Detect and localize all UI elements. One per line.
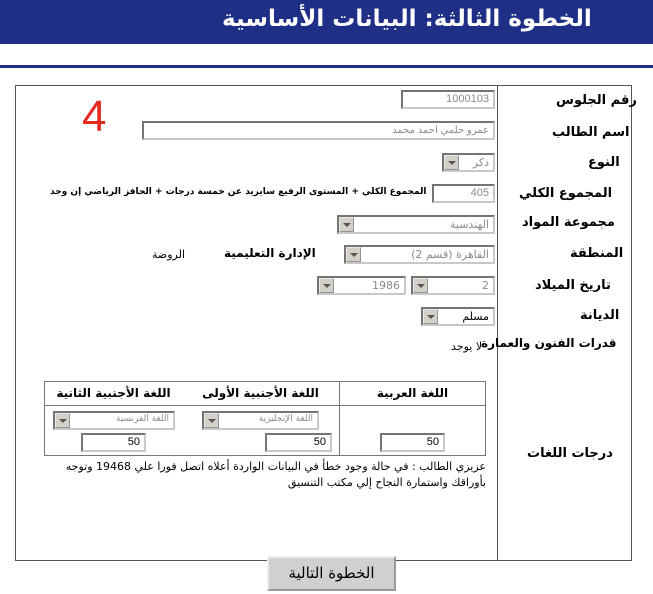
chevron-down-icon [417, 284, 425, 288]
second-foreign-grade-input[interactable]: 50 [81, 433, 146, 452]
total-score-note: المجموع الكلي + المستوى الرفيع سايزيد عن خمسة درجات + الحافز الرياضي إن وجد [50, 187, 427, 197]
region-label: المنطقة [570, 246, 624, 261]
first-foreign-value: اللغة الإنجليزية [258, 414, 313, 424]
religion-value: مسلم [462, 310, 489, 323]
first-foreign-header: اللغة الأجنبية الأولى [182, 382, 339, 406]
first-foreign-dropdown-button[interactable] [204, 413, 219, 428]
gender-dropdown-button[interactable] [444, 155, 459, 170]
second-foreign-dropdown-button[interactable] [55, 413, 70, 428]
religion-select[interactable] [421, 307, 495, 326]
arabic-header: اللغة العربية [340, 382, 485, 406]
student-name-field: عمرو حلمي احمد محمد [142, 121, 495, 140]
chevron-down-icon [350, 253, 358, 257]
region-select[interactable] [344, 245, 495, 264]
birth-day-dropdown-button[interactable] [413, 278, 428, 293]
chevron-down-icon [343, 223, 351, 227]
subject-group-value: الهندسية [449, 218, 489, 231]
subject-group-dropdown-button[interactable] [339, 217, 354, 232]
birth-day-select[interactable] [411, 276, 495, 295]
gender-value: ذكر [472, 156, 489, 169]
gender-select[interactable] [442, 153, 495, 172]
language-grades-label: درجات اللغات [527, 446, 613, 461]
educational-admin-label: الإدارة التعليمية [224, 246, 316, 260]
languages-table [44, 381, 486, 456]
arts-architecture-label: قدرات الفنون والعمارة [481, 336, 617, 350]
total-score-label: المجموع الكلي [519, 186, 613, 201]
chevron-down-icon [59, 419, 67, 423]
chevron-down-icon [448, 161, 456, 165]
header-rule [0, 65, 653, 68]
student-name-label: اسم الطالب [552, 125, 630, 140]
header-bar [0, 0, 653, 44]
second-foreign-value: اللغة الفرنسية [115, 414, 169, 424]
region-value: القاهرة (قسم 2) [411, 248, 489, 261]
chevron-down-icon [323, 284, 331, 288]
label-column-divider [497, 85, 498, 561]
chevron-down-icon [427, 315, 435, 319]
arts-architecture-value: لا يوجد [451, 340, 483, 353]
subject-group-select[interactable] [337, 215, 495, 234]
header-gap [0, 44, 653, 66]
second-foreign-select[interactable] [53, 411, 175, 430]
subject-group-label: مجموعة المواد [522, 215, 615, 230]
chevron-down-icon [208, 419, 216, 423]
correction-note: عزيزي الطالب : في حالة وجود خطأ في البيانات الواردة أعلاه اتصل فورا علي 19468 وتوجه بأوراقك واستمارة النجاح إلي مكتب التنسيق [65, 460, 486, 489]
gender-label: النوع [588, 155, 620, 170]
birth-year-dropdown-button[interactable] [319, 278, 334, 293]
birth-date-label: تاريخ الميلاد [535, 278, 611, 293]
birth-year-select[interactable] [317, 276, 406, 295]
educational-admin-value: الروضة [152, 248, 186, 261]
religion-label: الديانة [580, 308, 620, 323]
birth-year-value: 1986 [372, 279, 400, 292]
arabic-grade-input[interactable]: 50 [380, 433, 445, 452]
first-foreign-grade-input[interactable]: 50 [265, 433, 332, 452]
seat-number-label: رقم الجلوس [556, 93, 637, 108]
second-foreign-column [45, 382, 182, 455]
arabic-column [340, 382, 486, 455]
first-foreign-select[interactable] [202, 411, 319, 430]
birth-day-value: 2 [482, 279, 489, 292]
page-title: الخطوة الثالثة: البيانات الأساسية [222, 6, 592, 32]
total-score-field: 405 [432, 184, 495, 203]
first-foreign-column [182, 382, 340, 455]
second-foreign-header: اللغة الأجنبية الثانية [45, 382, 182, 406]
step-number: 4 [82, 92, 107, 141]
seat-number-field: 1000103 [401, 90, 495, 109]
next-step-button[interactable]: الخطوة التالية [267, 556, 396, 591]
religion-dropdown-button[interactable] [423, 309, 438, 324]
region-dropdown-button[interactable] [346, 247, 361, 262]
